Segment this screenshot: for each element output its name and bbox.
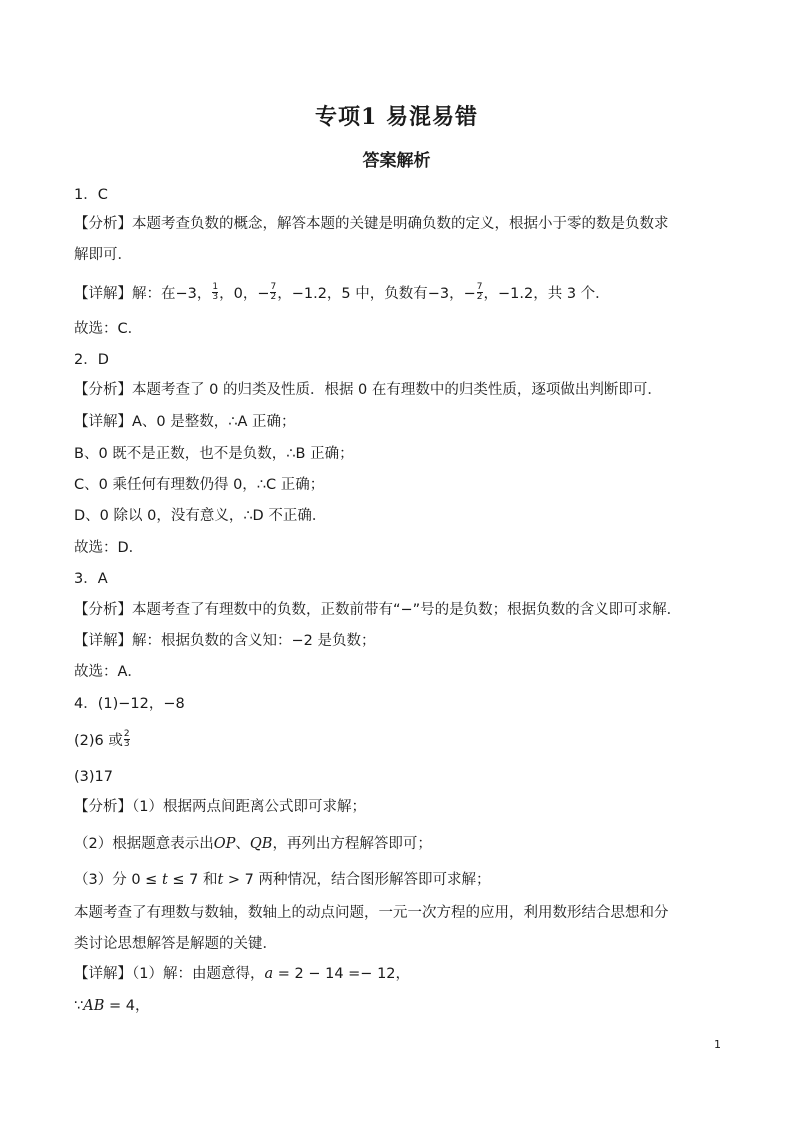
page-subtitle: 答案解析 xyxy=(362,151,431,171)
analysis-4-3-part2: ≤ 7 和 xyxy=(167,872,218,888)
detail-1 xyxy=(74,281,610,304)
frac-den: 2 xyxy=(270,291,277,302)
detail-4-2-part2: = 4， xyxy=(104,998,150,1014)
frac-den: 3 xyxy=(123,738,130,749)
answer-4-2-text: (2)6 或 xyxy=(74,733,123,749)
analysis-2: 【分析】本题考查了 0 的归类及性质．根据 0 在有理数中的归类性质，逐项做出判断即可． xyxy=(74,382,662,398)
fraction-two-thirds xyxy=(124,730,130,749)
choice-1: 故选：C． xyxy=(74,321,143,337)
detail-1-part1: 【详解】解：在−3， xyxy=(74,286,212,302)
answer-3: 3．A xyxy=(74,571,108,587)
fraction-seven-halves xyxy=(270,283,276,302)
page-number: 1 xyxy=(714,1038,721,1051)
detail-2-a: 【详解】A、0 是整数，∴A 正确； xyxy=(74,414,296,430)
frac-num: 7 xyxy=(270,281,277,292)
math-t: t xyxy=(161,872,168,888)
analysis-4-1: 【分析】（1）根据两点间距离公式即可求解； xyxy=(74,799,366,815)
math-qb: QB xyxy=(249,836,273,852)
analysis-4-2-part2: ，再列出方程解答即可； xyxy=(272,836,432,852)
analysis-4-2-part1: （2）根据题意表示出 xyxy=(74,836,214,852)
page-title: 专项1 易混易错 xyxy=(315,104,478,130)
analysis-4-2-sep: 、 xyxy=(235,836,250,852)
frac-num: 1 xyxy=(212,281,219,292)
because-symbol: ∵ xyxy=(74,998,84,1014)
analysis-4-summary-2: 类讨论思想解答是解题的关键． xyxy=(74,936,277,952)
fraction-one-third xyxy=(212,283,218,302)
fraction-seven-halves-2 xyxy=(477,283,483,302)
detail-4-1 xyxy=(74,964,410,984)
answer-4-2 xyxy=(74,728,131,751)
detail-4-2 xyxy=(74,996,149,1016)
answer-1: 1．C xyxy=(74,187,108,203)
analysis-4-3-part1: （3）分 0 ≤ xyxy=(74,872,162,888)
detail-4-1-part2: = 2 − 14 =− 12， xyxy=(273,966,411,982)
detail-1-part4: ，−1.2，共 3 个． xyxy=(483,286,610,302)
choice-2: 故选：D． xyxy=(74,540,144,556)
analysis-3: 【分析】本题考查了有理数中的负数，正数前带有“−”号的是负数；根据负数的含义即可求解． xyxy=(74,602,682,618)
frac-den: 2 xyxy=(476,291,483,302)
frac-den: 3 xyxy=(212,291,219,302)
math-t: t xyxy=(217,872,224,888)
detail-1-part3: ，−1.2，5 中，负数有−3，− xyxy=(277,286,476,302)
detail-2-d: D、0 除以 0，没有意义，∴D 不正确． xyxy=(74,508,327,524)
math-op: OP xyxy=(213,836,236,852)
detail-4-1-part1: 【详解】（1）解：由题意得， xyxy=(74,966,265,982)
detail-1-part2: ，0，− xyxy=(219,286,270,302)
answer-4-1: 4．(1)−12，−8 xyxy=(74,696,185,712)
frac-num: 2 xyxy=(123,728,130,739)
analysis-1-line2: 解即可． xyxy=(74,247,132,263)
choice-3: 故选：A． xyxy=(74,664,142,680)
answer-4-3: (3)17 xyxy=(74,769,113,785)
math-ab: AB xyxy=(83,998,105,1014)
answer-2: 2．D xyxy=(74,352,109,368)
analysis-4-2 xyxy=(74,834,432,854)
analysis-1-line1: 【分析】本题考查负数的概念，解答本题的关键是明确负数的定义，根据小于零的数是负数求 xyxy=(74,216,669,232)
detail-2-b: B、0 既不是正数，也不是负数，∴B 正确； xyxy=(74,446,354,462)
analysis-4-summary-1: 本题考查了有理数与数轴，数轴上的动点问题，一元一次方程的应用，利用数形结合思想和分 xyxy=(74,905,669,921)
frac-num: 7 xyxy=(476,281,483,292)
detail-2-c: C、0 乘任何有理数仍得 0，∴C 正确； xyxy=(74,477,325,493)
analysis-4-3 xyxy=(74,870,491,890)
analysis-4-3-part3: > 7 两种情况，结合图形解答即可求解； xyxy=(223,872,491,888)
detail-3: 【详解】解：根据负数的含义知：−2 是负数； xyxy=(74,633,376,649)
math-a: a xyxy=(264,966,274,982)
